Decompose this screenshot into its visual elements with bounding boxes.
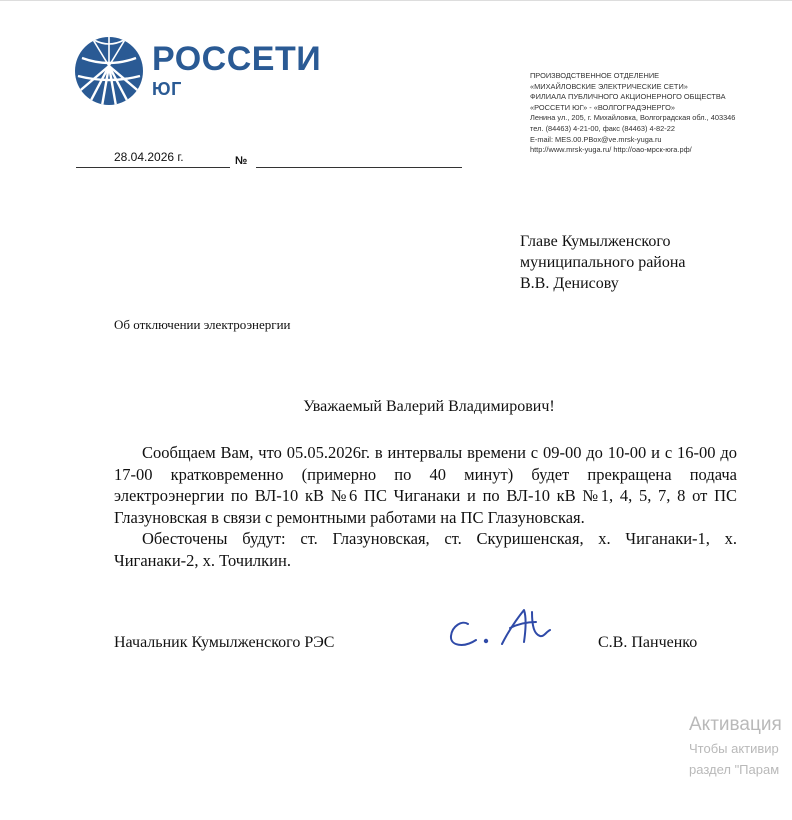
org-line: ПРОИЗВОДСТВЕННОЕ ОТДЕЛЕНИЕ <box>530 71 660 80</box>
letter-date: 28.04.2026 г. <box>114 150 184 164</box>
org-address-block <box>530 71 735 156</box>
number-underline <box>256 167 462 168</box>
addressee-line: В.В. Денисову <box>520 275 619 292</box>
signer-name: С.В. Панченко <box>598 634 698 651</box>
org-line: тел. (84463) 4-21-00, факс (84463) 4-82-22 <box>530 123 675 133</box>
org-line: Ленина ул., 205, г. Михайловка, Волгоградская обл., 403346 <box>530 113 736 123</box>
top-rule <box>0 0 792 1</box>
handwritten-signature <box>446 602 556 652</box>
org-urls: http://www.mrsk-yuga.ru/ http://оао-мрск-юга.рф/ <box>530 145 692 155</box>
number-sign: № <box>235 155 248 167</box>
org-line: ФИЛИАЛА ПУБЛИЧНОГО АКЦИОНЕРНОГО ОБЩЕСТВА <box>530 92 726 102</box>
salutation-text: Уважаемый Валерий Владимирович! <box>303 398 555 415</box>
date-underline <box>76 167 230 168</box>
signer-title: Начальник Кумылженского РЭС <box>114 634 335 651</box>
rosseti-globe-icon <box>74 36 144 106</box>
watermark-line: раздел "Парам <box>689 762 780 777</box>
brand-name: РОССЕТИ <box>152 40 322 78</box>
body-paragraph: Обесточены будут: ст. Глазуновская, ст. Скуришенская, х. Чиганаки-1, х. Чиганаки-2, х. Точилкин. <box>114 529 737 570</box>
activation-watermark <box>689 712 782 780</box>
body-paragraph: Сообщаем Вам, что 05.05.2026г. в интервалы времени с 09-00 до 10-00 и с 16-00 до 17-00 кратковременно (примерно по 40 минут) будет прекращена подача электроэнергии по ВЛ-10 кВ №6 ПС Чиганаки и по ВЛ-10 кВ №1, 4, 5, 7, 8 от ПС Глазуновская в связи с ремонтными работами на ПС Глазуновская. <box>114 443 737 527</box>
watermark-title: Активация <box>689 714 782 735</box>
org-line: «МИХАЙЛОВСКИЕ ЭЛЕКТРИЧЕСКИЕ СЕТИ» <box>530 81 688 91</box>
salutation <box>0 398 792 416</box>
addressee <box>520 231 686 294</box>
brand-sub: ЮГ <box>152 79 182 99</box>
addressee-line: муниципального района <box>520 254 686 271</box>
addressee-line: Главе Кумылженского <box>520 233 671 250</box>
org-line: «РОССЕТИ ЮГ» - «ВОЛГОГРАДЭНЕРГО» <box>530 102 675 112</box>
letter-subject: Об отключении электроэнергии <box>114 317 291 332</box>
org-email: E-mail: MES.00.PBox@ve.mrsk-yuga.ru <box>530 134 662 144</box>
letter-body <box>114 442 737 571</box>
watermark-line: Чтобы активир <box>689 741 779 756</box>
